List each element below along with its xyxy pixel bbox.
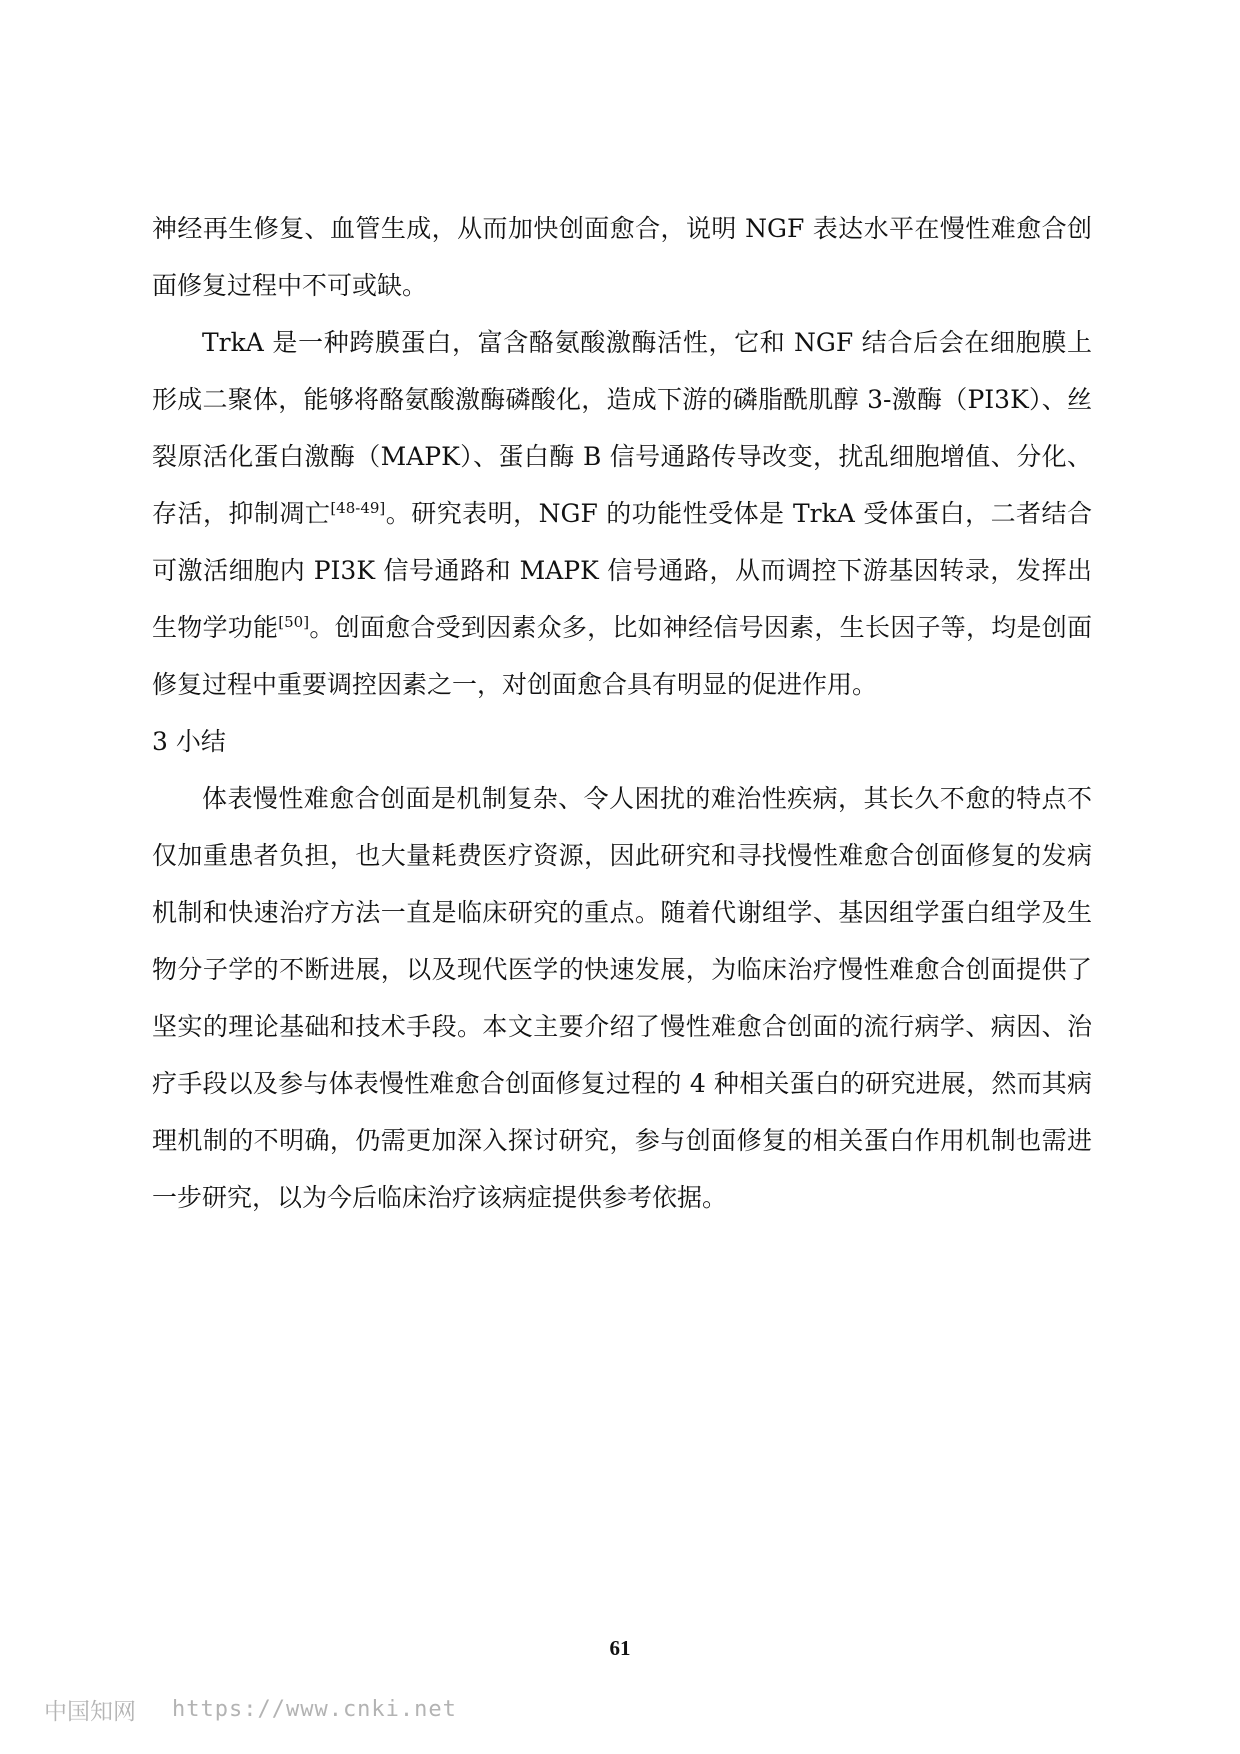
- section-heading-summary: 3 小结: [152, 727, 226, 756]
- watermark-url: https://www.cnki.net: [172, 1696, 457, 1722]
- citation-48-49: [48-49]: [330, 499, 386, 517]
- paragraph-ngf-continuation: 神经再生修复、血管生成，从而加快创面愈合，说明 NGF 表达水平在慢性难愈合创面修复过程中不可或缺。: [152, 214, 1092, 300]
- paragraph-trka: [152, 314, 1092, 713]
- cnki-watermark: [44, 1692, 457, 1726]
- trka-text-part2: 。研究表明，NGF 的功能性受体是 TrkA 受体蛋白，二者结合可激活细胞内 PI3K 信号通路和 MAPK 信号通路，从而调控下游基因转录，发挥出生物学功能: [152, 499, 1092, 642]
- trka-text-part3: 。创面愈合受到因素众多，比如神经信号因素，生长因子等，均是创面修复过程中重要调控因素之一，对创面愈合具有明显的促进作用。: [152, 613, 1092, 699]
- page-number: 61: [609, 1636, 631, 1660]
- trka-text-part1: TrkA 是一种跨膜蛋白，富含酪氨酸激酶活性，它和 NGF 结合后会在细胞膜上形成二聚体，能够将酪氨酸激酶磷酸化，造成下游的磷脂酰肌醇 3-激酶（PI3K）、丝裂原活化蛋白激酶（MAPK）、蛋白酶 B 信号通路传导改变，扰乱细胞增值、分化、存活，抑制凋亡: [152, 328, 1092, 528]
- watermark-brand: 中国知网: [44, 1698, 136, 1725]
- page-body: [152, 200, 1092, 1226]
- citation-50: [50]: [278, 613, 310, 631]
- paragraph-conclusion: 体表慢性难愈合创面是机制复杂、令人困扰的难治性疾病，其长久不愈的特点不仅加重患者负担，也大量耗费医疗资源，因此研究和寻找慢性难愈合创面修复的发病机制和快速治疗方法一直是临床研究的重点。随着代谢组学、基因组学蛋白组学及生物分子学的不断进展，以及现代医学的快速发展，为临床治疗慢性难愈合创面提供了坚实的理论基础和技术手段。本文主要介绍了慢性难愈合创面的流行病学、病因、治疗手段以及参与体表慢性难愈合创面修复过程的 4 种相关蛋白的研究进展，然而其病理机制的不明确，仍需更加深入探讨研究，参与创面修复的相关蛋白作用机制也需进一步研究，以为今后临床治疗该病症提供参考依据。: [152, 784, 1092, 1212]
